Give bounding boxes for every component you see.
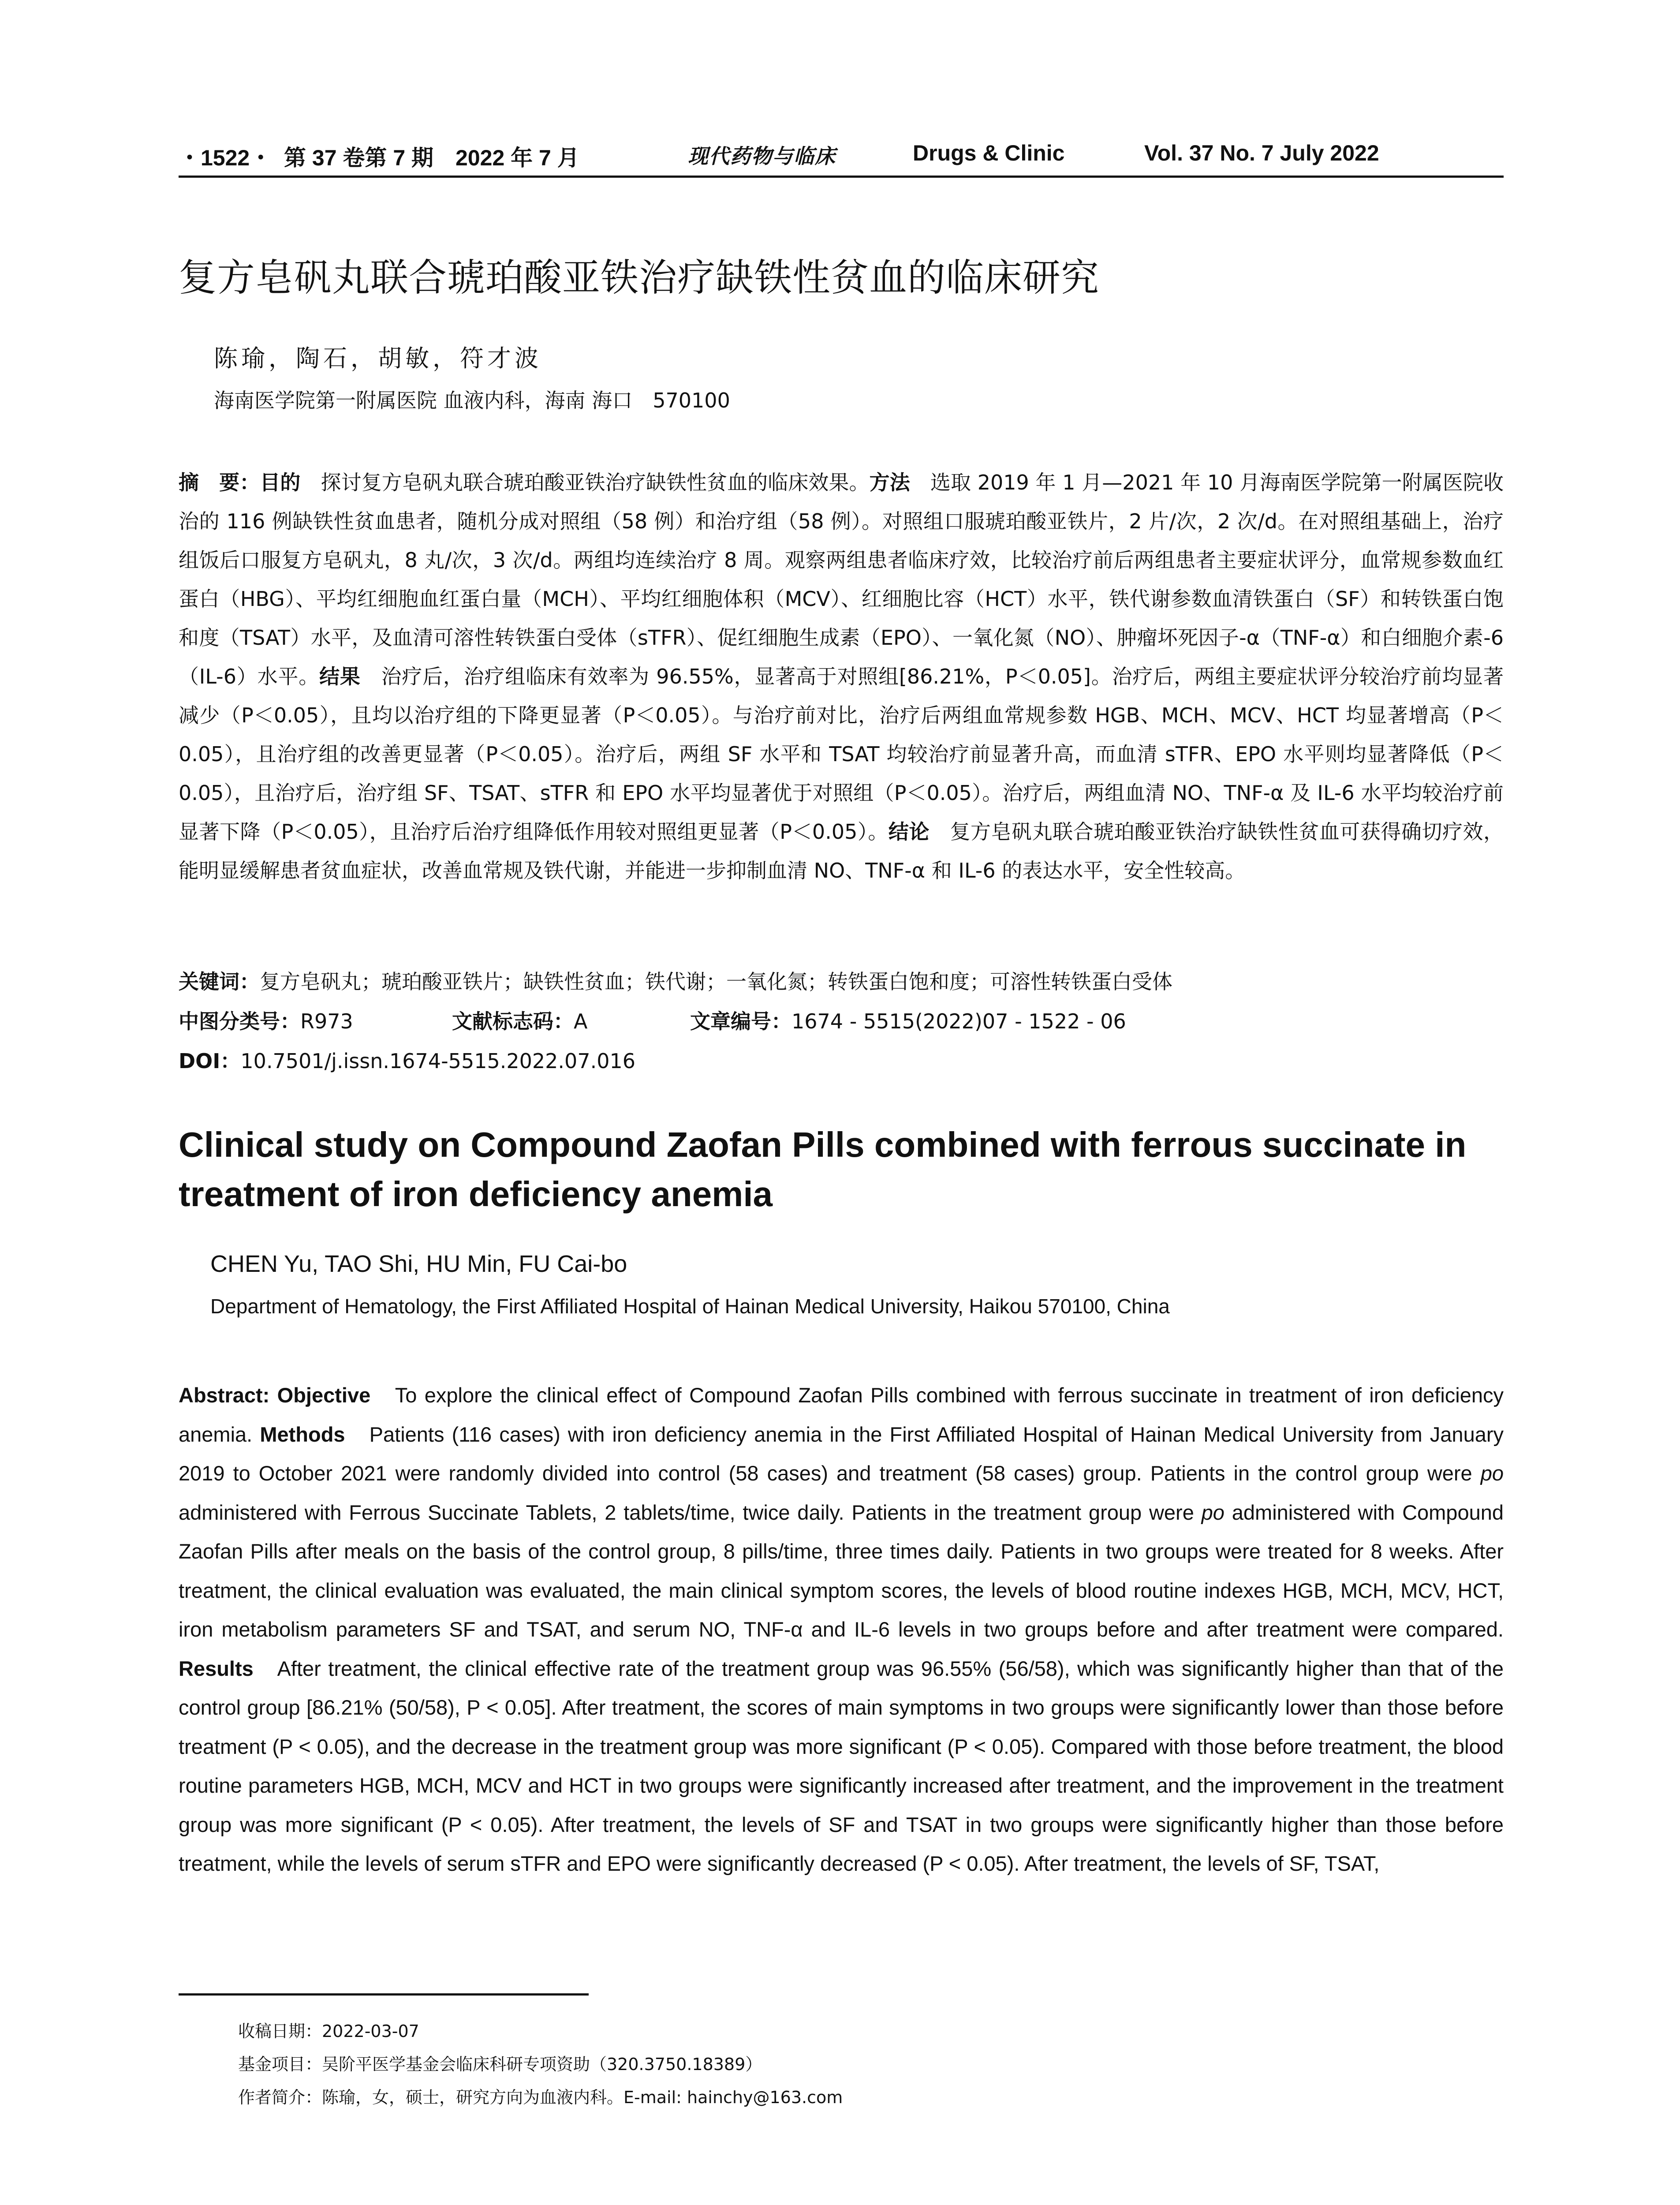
po-term-2: po (1201, 1500, 1225, 1524)
keywords-cn (179, 966, 1172, 995)
results-text-en: After treatment, the clinical effective rate of the treatment group was 96.55% (56/58), which was significantly higher than that of the control group [86.21% (50/58), P < 0.05]. After treatment, the scores of main symptoms in two groups were significantly lower than those before treatment (P < 0.05), and the decrease in the treatment group was more significant (P < 0.05). Compared with those before treatment, the blood routine parameters HGB, MCH, MCV and HCT in two groups were significantly increased after treatment, and the improvement in the treatment group was more significant (P < 0.05). After treatment, the levels of SF and TSAT in two groups were significantly higher than those before treatment, while the levels of serum sTFR and EPO were significantly decreased (P < 0.05). After treatment, the levels of SF, TSAT, (179, 1656, 1504, 1875)
methods-text-en-2: administered with Ferrous Succinate Tablets, 2 tablets/time, twice daily. Patients in the treatment group were (179, 1500, 1202, 1524)
footnote-fund: 基金项目：吴阶平医学基金会临床科研专项资助（320.3750.18389） (238, 2055, 762, 2074)
conclusion-text-cn: 复方皂矾丸联合琥珀酸亚铁治疗缺铁性贫血可获得确切疗效，能明显缓解患者贫血症状，改善血常规及铁代谢，并能进一步抑制血清 NO、TNF-α 和 IL-6 的表达水平，安全性较高。 (179, 820, 1504, 882)
clc-value: R973 (300, 1009, 353, 1033)
journal-name-cn: 现代药物与临床 (688, 144, 836, 168)
doi-value[interactable]: 10.7501/j.issn.1674-5515.2022.07.016 (240, 1049, 636, 1073)
affiliation-en: Department of Hematology, the First Affiliated Hospital of Hainan Medical University, Haikou 570100, China (210, 1295, 1170, 1318)
journal-name-en: Drugs & Clinic (913, 141, 1065, 165)
doc-code-label: 文献标志码： (452, 1009, 574, 1033)
objective-text-en: To explore the clinical effect of Compound Zaofan Pills combined with ferrous succinate in treatment of iron deficiency anemia. (179, 1383, 1504, 1446)
running-header (179, 140, 1504, 178)
methods-label-en: Methods (260, 1422, 345, 1446)
abstract-cn (179, 463, 1504, 890)
title-cn: 复方皂矾丸联合琥珀酸亚铁治疗缺铁性贫血的临床研究 (179, 256, 1099, 300)
conclusion-label-cn: 结论 (888, 820, 930, 844)
paper-page (179, 0, 1504, 2205)
authors-en: CHEN Yu, TAO Shi, HU Min, FU Cai-bo (210, 1251, 627, 1277)
results-label-en: Results (179, 1656, 254, 1680)
footnote-author: 作者简介：陈瑜，女，硕士，研究方向为血液内科。E-mail: hainchy@163.com (238, 2088, 843, 2107)
results-text-cn: 治疗后，治疗组临床有效率为 96.55%，显著高于对照组[86.21%，P＜0.05]。治疗后，两组主要症状评分较治疗前均显著减少（P＜0.05），且均以治疗组的下降更显著（P＜0.05）。与治疗前对比，治疗后两组血常规参数 HGB、MCH、MCV、HCT 均显著增高（P＜0.05），且治疗组的改善更显著（P＜0.05）。治疗后，两组 SF 水平和 TSAT 均较治疗前显著升高，而血清 sTFR、EPO 水平则均显著降低（P＜0.05），且治疗后，治疗组 SF、TSAT、sTFR 和 EPO 水平均显著优于对照组（P＜0.05）。治疗后，两组血清 NO、TNF-α 及 IL-6 水平均较治疗前显著下降（P＜0.05），且治疗后治疗组降低作用较对照组更显著（P＜0.05）。 (179, 665, 1504, 844)
objective-text-cn: 探讨复方皂矾丸联合琥珀酸亚铁治疗缺铁性贫血的临床效果。 (300, 471, 870, 494)
clc-label: 中图分类号： (179, 1009, 300, 1033)
title-en: Clinical study on Compound Zaofan Pills combined with ferrous succinate in treatment of iron deficiency anemia (179, 1125, 1467, 1214)
keywords-label: 关键词： (179, 970, 260, 994)
abstract-label-cn: 摘 要： (179, 471, 260, 494)
affiliation-cn: 海南医学院第一附属医院 血液内科，海南 海口 570100 (214, 389, 730, 412)
methods-text-en-1: Patients (116 cases) with iron deficiency anemia in the First Affiliated Hospital of Hainan Medical University from January 2019 to October 2021 were randomly divided into control (58 cases) and treatment (58 cases) group. Patients in the control group were (179, 1422, 1504, 1485)
authors-cn: 陈瑜，陶石，胡敏，符才波 (214, 344, 542, 372)
abstract-objective-label-en: Abstract: Objective (179, 1383, 371, 1407)
methods-label-cn: 方法 (869, 471, 910, 494)
abstract-en (179, 1376, 1504, 1884)
article-no-value: 1674 - 5515(2022)07 - 1522 - 06 (791, 1009, 1126, 1033)
po-term-1: po (1480, 1461, 1504, 1485)
results-label-cn: 结果 (319, 665, 361, 688)
page-number: ・1522・ (179, 146, 272, 170)
doi-label: DOI： (179, 1049, 241, 1073)
keywords-text: 复方皂矾丸；琥珀酸亚铁片；缺铁性贫血；铁代谢；一氧化氮；转铁蛋白饱和度；可溶性转铁蛋白受体 (260, 970, 1172, 994)
doc-code-value: A (574, 1009, 588, 1033)
methods-text-en-3: administered with Compound Zaofan Pills after meals on the basis of the control group, 8 pills/time, three times daily. Patients in two groups were treated for 8 weeks. After treatment, the clinical evaluation was evaluated, the main clinical symptom scores, the levels of blood routine indexes HGB, MCH, MCV, HCT, iron metabolism parameters SF and TSAT, and serum NO, TNF-α and IL-6 levels in two groups before and after treatment were compared. (179, 1500, 1504, 1641)
volume-cn: 第 37 卷第 7 期 2022 年 7 月 (284, 146, 579, 170)
classification-line (179, 1005, 1126, 1035)
article-no-label: 文章编号： (690, 1009, 791, 1033)
header-page-volume (179, 140, 579, 172)
doi-line (179, 1045, 635, 1074)
footnote-received: 收稿日期：2022-03-07 (238, 2022, 419, 2041)
objective-label-cn: 目的 (260, 471, 301, 494)
footnote-divider (179, 1993, 589, 1996)
methods-text-cn: 选取 2019 年 1 月—2021 年 10 月海南医学院第一附属医院收治的 116 例缺铁性贫血患者，随机分成对照组（58 例）和治疗组（58 例）。对照组口服琥珀酸亚铁片，2 片/次，2 次/d。在对照组基础上，治疗组饭后口服复方皂矾丸，8 丸/次，3 次/d。两组均连续治疗 8 周。观察两组患者临床疗效，比较治疗前后两组患者主要症状评分，血常规参数血红蛋白（HBG）、平均红细胞血红蛋白量（MCH）、平均红细胞体积（MCV）、红细胞比容（HCT）水平，铁代谢参数血清铁蛋白（SF）和转铁蛋白饱和度（TSAT）水平，及血清可溶性转铁蛋白受体（sTFR）、促红细胞生成素（EPO）、一氧化氮（NO）、肿瘤坏死因子-α（TNF-α）和白细胞介素-6（IL-6）水平。 (179, 471, 1504, 688)
volume-en: Vol. 37 No. 7 July 2022 (1144, 141, 1379, 165)
